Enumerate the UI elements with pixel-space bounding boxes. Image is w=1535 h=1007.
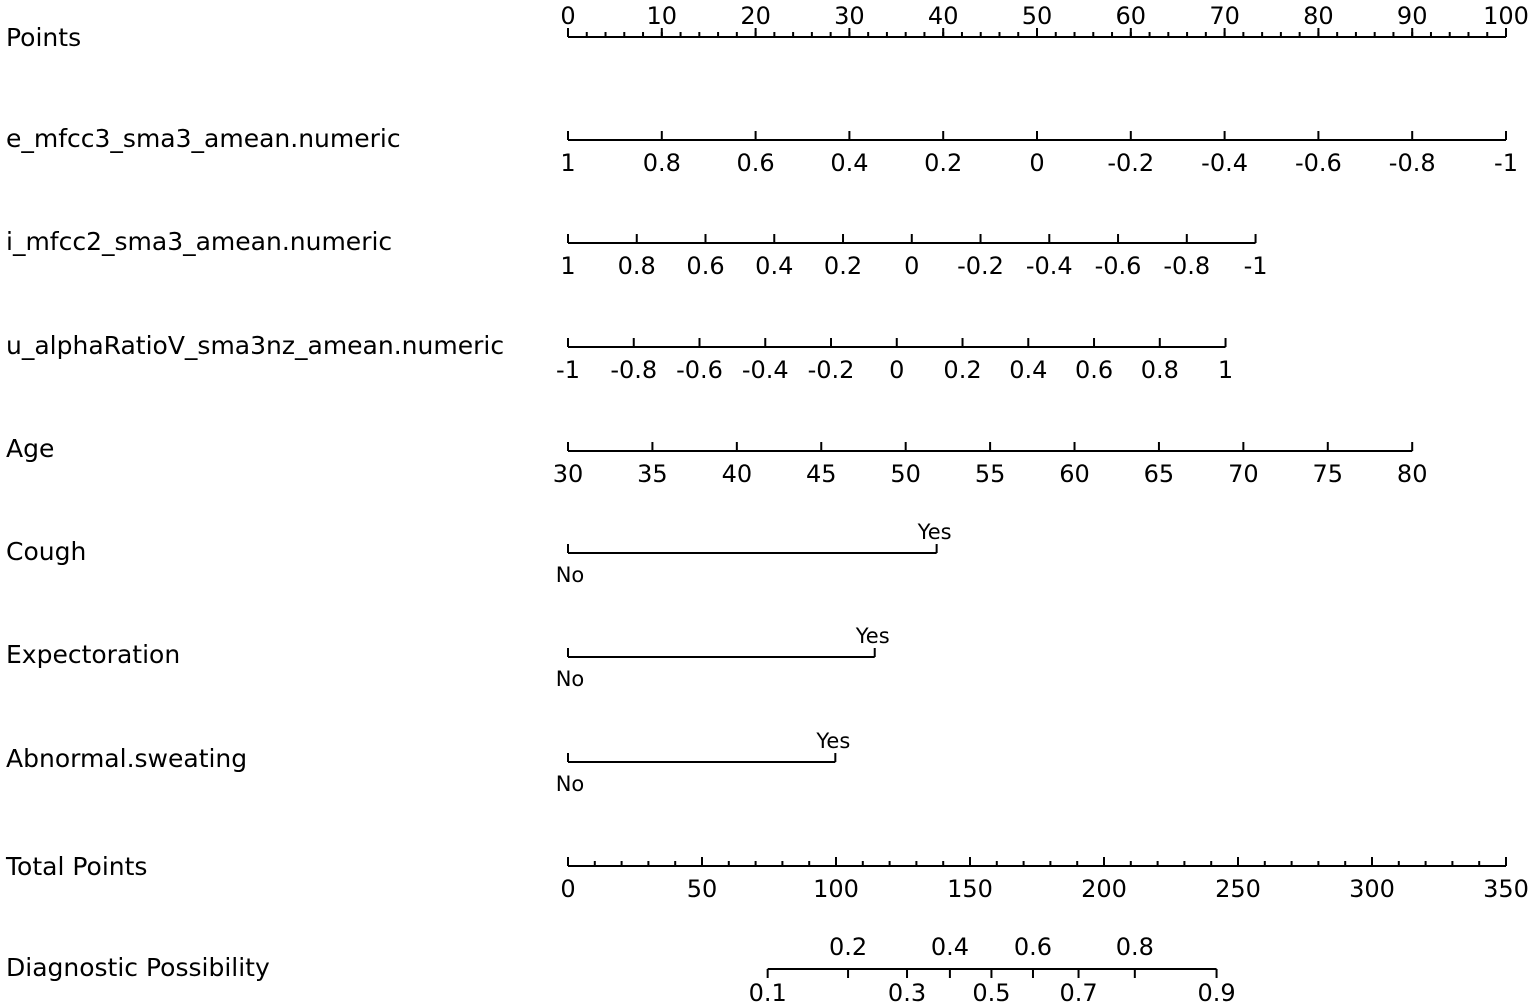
tick-label: 0 bbox=[560, 875, 576, 903]
tick-label: 0.8 bbox=[1140, 356, 1179, 384]
tick-label: 0 bbox=[560, 2, 576, 30]
row-abnormal-sweating bbox=[6, 729, 850, 796]
row-label: Abnormal.sweating bbox=[6, 744, 248, 773]
row-label: Points bbox=[6, 23, 82, 52]
tick-label: -0.4 bbox=[1025, 252, 1073, 280]
level-label-yes: Yes bbox=[917, 520, 952, 544]
tick-label: 0.6 bbox=[1074, 356, 1114, 384]
tick-label: 40 bbox=[927, 2, 959, 30]
tick-label: 0.2 bbox=[943, 356, 982, 384]
tick-label: 0.8 bbox=[642, 149, 681, 177]
tick-label: 0.2 bbox=[823, 252, 863, 280]
tick-label: 55 bbox=[974, 460, 1006, 488]
level-label-no: No bbox=[555, 563, 585, 587]
tick-label: 0 bbox=[889, 356, 905, 384]
tick-label: -1 bbox=[1494, 149, 1518, 177]
tick-label: 70 bbox=[1209, 2, 1240, 30]
level-label-yes: Yes bbox=[816, 729, 851, 753]
row-u-alpharatiov-sma3nz-amean-numeric bbox=[6, 331, 1233, 384]
tick-label: 10 bbox=[646, 2, 678, 30]
row-diagnostic-possibility bbox=[6, 933, 1236, 1007]
tick-label: -0.4 bbox=[741, 356, 789, 384]
tick-label: 0.4 bbox=[755, 252, 794, 280]
tick-label: -0.2 bbox=[957, 252, 1004, 280]
level-label-no: No bbox=[555, 772, 585, 796]
prob-tick-label: 0.5 bbox=[972, 979, 1011, 1007]
tick-label: 30 bbox=[552, 460, 584, 488]
prob-tick-label: 0.1 bbox=[748, 979, 787, 1007]
row-e-mfcc3-sma3-amean-numeric bbox=[6, 124, 1518, 177]
tick-label: 0.4 bbox=[1009, 356, 1048, 384]
tick-label: -0.2 bbox=[807, 356, 855, 384]
tick-label: 100 bbox=[1483, 2, 1529, 30]
row-label: Expectoration bbox=[6, 640, 181, 669]
tick-label: 0.4 bbox=[830, 149, 869, 177]
row-label: u_alphaRatioV_sma3nz_amean.numeric bbox=[6, 331, 505, 360]
tick-label: -0.8 bbox=[1388, 149, 1436, 177]
tick-label: -0.8 bbox=[610, 356, 658, 384]
prob-tick-label: 0.4 bbox=[930, 933, 969, 961]
tick-label: 60 bbox=[1115, 2, 1147, 30]
tick-label: 80 bbox=[1396, 460, 1428, 488]
tick-label: 30 bbox=[834, 2, 865, 30]
tick-label: 50 bbox=[890, 460, 921, 488]
tick-label: 45 bbox=[805, 460, 837, 488]
row-label: Cough bbox=[6, 537, 87, 566]
tick-label: 1 bbox=[560, 149, 576, 177]
tick-label: 200 bbox=[1081, 875, 1127, 903]
tick-label: 1 bbox=[1217, 356, 1234, 384]
tick-label: 100 bbox=[813, 875, 859, 903]
tick-label: 0 bbox=[1029, 149, 1045, 177]
tick-label: 65 bbox=[1143, 460, 1175, 488]
tick-label: 75 bbox=[1312, 460, 1344, 488]
tick-label: 40 bbox=[721, 460, 753, 488]
tick-label: 0.6 bbox=[686, 252, 725, 280]
tick-label: -0.4 bbox=[1201, 149, 1249, 177]
nomogram-rows bbox=[5, 2, 1529, 1007]
prob-tick-label: 0.7 bbox=[1059, 979, 1098, 1007]
prob-tick-label: 0.6 bbox=[1013, 933, 1053, 961]
prob-tick-label: 0.3 bbox=[887, 979, 927, 1007]
row-points bbox=[6, 2, 1529, 52]
tick-label: 150 bbox=[947, 875, 993, 903]
tick-label: 1 bbox=[560, 252, 576, 280]
tick-label: -0.8 bbox=[1163, 252, 1211, 280]
row-cough bbox=[6, 520, 952, 587]
row-age bbox=[6, 434, 1427, 488]
tick-label: 0.6 bbox=[736, 149, 775, 177]
row-total-points bbox=[5, 852, 1529, 903]
tick-label: -0.6 bbox=[1294, 149, 1342, 177]
tick-label: -1 bbox=[1243, 252, 1268, 280]
row-i-mfcc2-sma3-amean-numeric bbox=[6, 227, 1268, 280]
tick-label: 0.8 bbox=[617, 252, 656, 280]
tick-label: 35 bbox=[637, 460, 668, 488]
tick-label: -0.6 bbox=[676, 356, 723, 384]
tick-label: 350 bbox=[1483, 875, 1529, 903]
tick-label: 50 bbox=[1021, 2, 1053, 30]
tick-label: 60 bbox=[1059, 460, 1090, 488]
tick-label: 20 bbox=[740, 2, 771, 30]
tick-label: 80 bbox=[1303, 2, 1334, 30]
level-label-no: No bbox=[555, 667, 585, 691]
tick-label: 0 bbox=[904, 252, 920, 280]
prob-tick-label: 0.2 bbox=[828, 933, 868, 961]
row-label: e_mfcc3_sma3_amean.numeric bbox=[6, 124, 401, 153]
row-label: Diagnostic Possibility bbox=[6, 953, 270, 982]
tick-label: 50 bbox=[686, 875, 718, 903]
tick-label: -0.6 bbox=[1094, 252, 1142, 280]
tick-label: 90 bbox=[1396, 2, 1428, 30]
prob-tick-label: 0.9 bbox=[1197, 979, 1236, 1007]
row-label: Total Points bbox=[6, 852, 148, 881]
tick-label: 0.2 bbox=[924, 149, 963, 177]
row-label: Age bbox=[6, 434, 55, 463]
tick-label: 300 bbox=[1349, 875, 1395, 903]
level-label-yes: Yes bbox=[855, 624, 890, 648]
tick-label: -1 bbox=[556, 356, 580, 384]
tick-label: 250 bbox=[1215, 875, 1261, 903]
tick-label: 70 bbox=[1228, 460, 1259, 488]
row-label: i_mfcc2_sma3_amean.numeric bbox=[6, 227, 393, 256]
prob-tick-label: 0.8 bbox=[1115, 933, 1154, 961]
tick-label: -0.2 bbox=[1107, 149, 1155, 177]
row-expectoration bbox=[6, 624, 890, 691]
